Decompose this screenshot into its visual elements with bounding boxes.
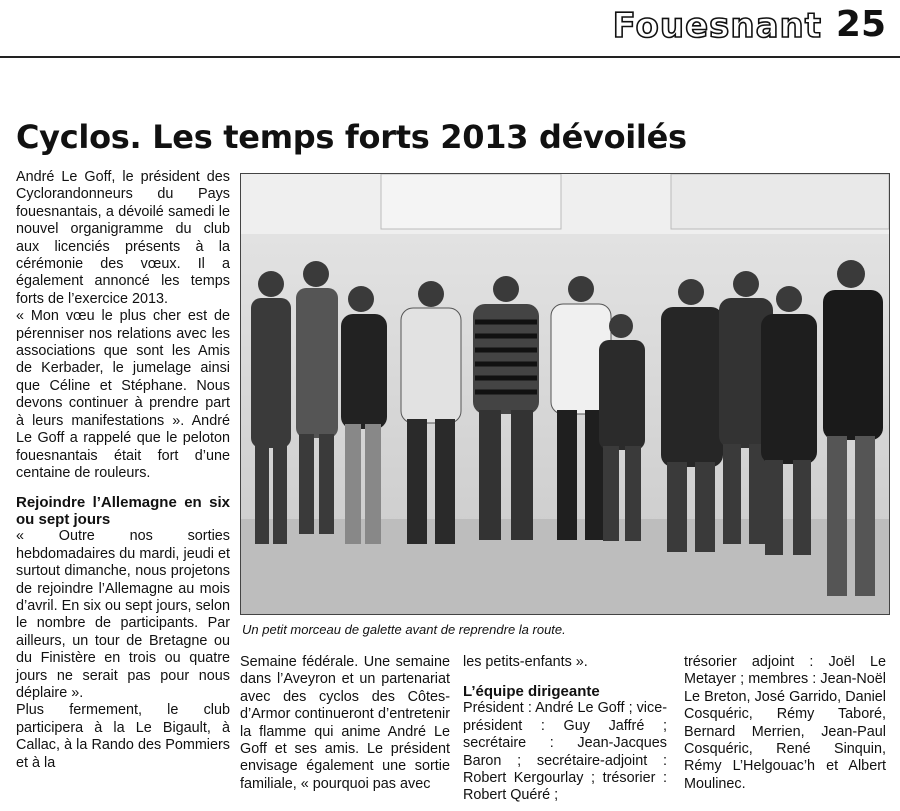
article-headline: Cyclos. Les temps forts 2013 dévoilés [16, 118, 687, 156]
header-rule [0, 56, 900, 58]
article-column-4 [684, 654, 886, 793]
group-photo [240, 173, 890, 615]
article-column-3 [463, 654, 667, 805]
article-intro: André Le Goff, le président des Cyclorandonneurs du Pays fouesnantais, a dévoilé samedi le nouvel organigramme du club aux licenciés présents à la cérémonie des vœux. Il a également annoncé les temps forts de l’exercice 2013. [16, 169, 230, 307]
page-number: 25 [835, 4, 886, 45]
section-name: Fouesnant [612, 6, 822, 46]
article-quote: « Mon vœu le plus cher est de pérenniser nos relations avec les associations que sont les Amis de Kerbader, le jumelage ainsi que Céline et Stéphane. Nous devons continuer à prendre part à leurs manifestations ». André Le Goff a rappelé que le peloton fouesnantais était fort d’une centaine de rouleurs. [16, 308, 230, 481]
photo-caption: Un petit morceau de galette avant de reprendre la route. [242, 622, 566, 637]
group-photo-illustration [241, 174, 889, 614]
article-column-2 [240, 654, 450, 793]
team-list: Président : André Le Goff ; vice-président : Guy Jaffré ; secrétaire : Jean-Jacques Baron ; secrétaire-adjoint : Robert Kergourlay ; trésorier : Robert Quéré ; [463, 700, 667, 804]
subheading-allemagne: Rejoindre l’Allemagne en six ou sept jours [16, 494, 230, 529]
team-list-continued: trésorier adjoint : Joël Le Metayer ; membres : Jean-Noël Le Breton, José Garrido, Daniel Cosquéric, Rémy Taboré, Bernard Merrien, Jean-Paul Cosquéric, René Sinquin, Rémy L’Helgouac’h et Albert Moulinec. [684, 654, 886, 792]
article-column-1 [16, 169, 230, 772]
article-column-3-text: les petits-enfants ». [463, 654, 588, 670]
article-column-2-text: Semaine fédérale. Une semaine dans l’Aveyron et un partenariat avec des cyclos des Côtes-d’Armor continueront d’entretenir la flamme qui anime André Le Goff et ses amis. Le président envisage également une sortie familiale, « pourquoi pas avec [240, 654, 450, 792]
subheading-equipe: L’équipe dirigeante [463, 683, 600, 701]
article-paragraph-3: Plus fermement, le club participera à la Le Bigault, à Callac, à la Rando des Pommiers et à la [16, 702, 230, 771]
article-paragraph-2: « Outre nos sorties hebdomadaires du mardi, jeudi et surtout dimanche, nous projetons de rejoindre l’Allemagne au mois d’avril. En six ou sept jours, selon le nombre de participants. Par ailleurs, un tour de Bretagne ou du Finistère en trois ou quatre jours ne serait pas pour nous déplaire ». [16, 528, 230, 701]
